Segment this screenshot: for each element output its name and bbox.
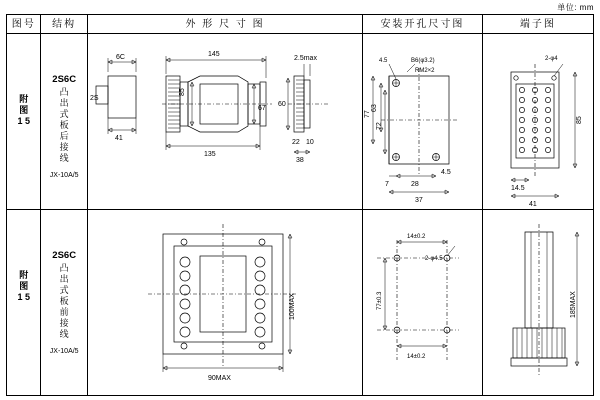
svg-text:85: 85 — [575, 116, 583, 124]
svg-text:2-φ4: 2-φ4 — [544, 56, 558, 62]
svg-text:2.5max: 2.5max — [293, 55, 317, 62]
fig-no-label-2 — [7, 210, 40, 303]
table-row — [7, 34, 594, 210]
svg-text:77: 77 — [364, 110, 372, 118]
structure-info-1 — [41, 34, 87, 181]
table-row — [7, 210, 594, 396]
unit-note: 单位: mm — [557, 3, 594, 12]
fig-no-char-1: 附 — [19, 94, 29, 104]
svg-text:67: 67 — [257, 105, 266, 112]
svg-text:14.5: 14.5 — [510, 185, 525, 192]
cell-terminal-2 — [482, 210, 593, 396]
cell-outline-2 — [87, 210, 362, 396]
cell-structure-2 — [41, 210, 88, 396]
cell-mounting-2 — [363, 210, 482, 396]
cell-terminal-1 — [482, 34, 593, 210]
fig-no-char-6: 1 5 — [17, 292, 30, 302]
structure-code-2: 2S6C — [52, 250, 77, 261]
svg-text:6C: 6C — [115, 54, 125, 61]
svg-text:37: 37 — [415, 197, 424, 204]
structure-info-2 — [41, 210, 87, 357]
fig-no-label-1 — [7, 34, 40, 127]
structure-code-1: 2S6C — [52, 74, 77, 85]
svg-text:38: 38 — [295, 157, 304, 164]
svg-text:90MAX: 90MAX — [207, 375, 231, 382]
svg-text:28: 28 — [411, 181, 420, 188]
structure-desc-2: 凸出式板前接线 — [59, 263, 69, 339]
svg-text:85: 85 — [178, 88, 186, 96]
cell-outline-1 — [87, 34, 362, 210]
svg-text:145: 145 — [207, 51, 220, 58]
svg-text:4.5: 4.5 — [441, 169, 451, 176]
svg-text:41: 41 — [114, 135, 123, 142]
svg-text:14±0.2: 14±0.2 — [407, 234, 426, 240]
svg-text:10: 10 — [305, 139, 314, 146]
mounting-drawing-2 — [363, 210, 479, 395]
cell-structure-1 — [41, 34, 88, 210]
svg-text:14±0.2: 14±0.2 — [407, 354, 426, 360]
svg-text:B6(φ3.2): B6(φ3.2) — [411, 58, 435, 64]
svg-text:77±0.3: 77±0.3 — [377, 291, 384, 310]
svg-text:135: 135 — [203, 151, 216, 158]
cell-mounting-1 — [363, 34, 482, 210]
svg-text:63: 63 — [371, 104, 379, 112]
table-header-row — [7, 15, 594, 34]
header-fig-no: 图号 — [7, 15, 41, 34]
terminal-drawing-2 — [483, 210, 591, 395]
svg-text:100MAX: 100MAX — [288, 293, 296, 320]
structure-model-1: JX-10A/5 — [49, 172, 79, 179]
svg-text:60: 60 — [277, 101, 286, 108]
svg-text:2S: 2S — [89, 95, 99, 102]
svg-text:72: 72 — [376, 122, 384, 130]
terminal-drawing-1 — [483, 34, 591, 209]
svg-text:2-φ4.5: 2-φ4.5 — [425, 256, 443, 262]
cell-fig-no-2 — [7, 210, 41, 396]
header-structure: 结构 — [41, 15, 88, 34]
mounting-drawing-1 — [363, 34, 479, 209]
structure-desc-1: 凸出式板后接线 — [59, 87, 69, 163]
svg-text:41: 41 — [528, 201, 537, 208]
fig-no-char-2: 图 — [19, 105, 29, 115]
header-mounting: 安装开孔尺寸图 — [363, 15, 482, 34]
header-outline: 外 形 尺 寸 图 — [87, 15, 362, 34]
outline-drawing-1 — [88, 34, 358, 209]
fig-no-char-3: 1 5 — [17, 116, 30, 126]
fig-no-char-5: 图 — [19, 281, 29, 291]
structure-model-2: JX-10A/5 — [49, 348, 79, 355]
header-terminal: 端子图 — [482, 15, 593, 34]
svg-text:4.5: 4.5 — [379, 58, 388, 64]
outline-drawing-2 — [88, 210, 358, 395]
svg-text:7: 7 — [385, 181, 390, 188]
svg-text:22: 22 — [291, 139, 300, 146]
fig-no-char-4: 附 — [19, 270, 29, 280]
cell-fig-no-1 — [7, 34, 41, 210]
svg-text:RM2×2: RM2×2 — [415, 68, 435, 74]
svg-text:185MAX: 185MAX — [569, 291, 577, 318]
dimension-table — [6, 14, 594, 396]
